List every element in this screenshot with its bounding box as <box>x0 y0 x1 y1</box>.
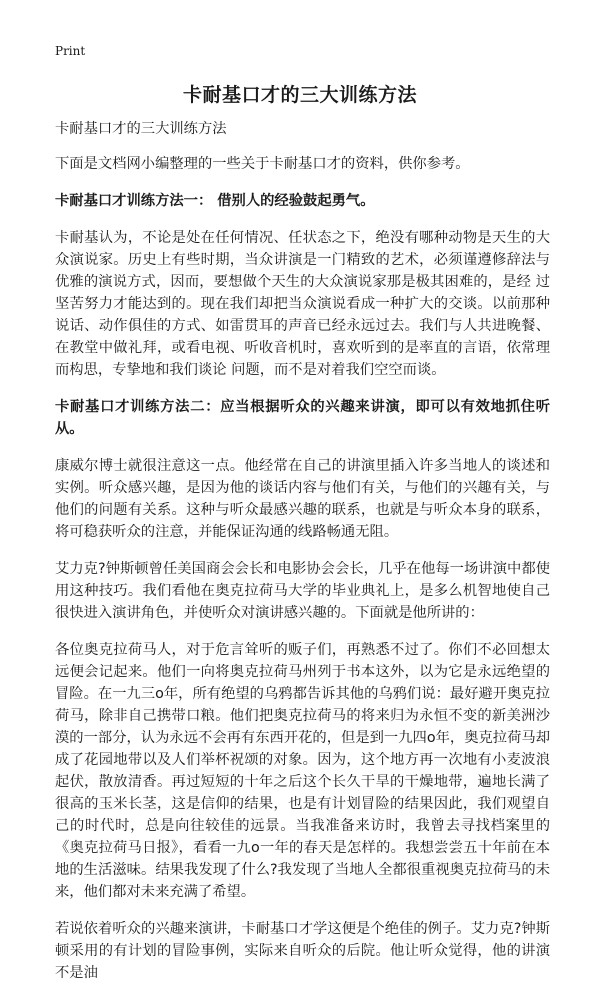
paragraph-2: 康威尔博士就很注意这一点。他经常在自己的讲演里插入许多当地人的谈述和实例。听众感兴趣，是因为他的谈话内容与他们有关，与他们的兴趣有关，与他们的问题有关系。这种与听众最感兴趣的联系，也就是与听众本身的联系，将可稳获听众的注意，并能保证沟通的线路畅通无阻。 <box>55 458 550 540</box>
intro-paragraph: 下面是文档网小编整理的一些关于卡耐基口才的资料，供你参考。 <box>55 156 470 172</box>
paragraph-3: 艾力克?钟斯顿曾任美国商会会长和电影协会会长，几乎在他每一场讲演中都使用这种技巧。我们看他在奥克拉荷马大学的毕业典礼上，是多么机智地使自己很快进入演讲角色，并使听众对演讲感兴趣的。下面就是他所讲的： <box>55 561 550 621</box>
document-body <box>55 118 550 999</box>
print-label: Print <box>55 44 86 58</box>
document-subtitle: 卡耐基口才的三大训练方法 <box>55 121 227 137</box>
section-heading-1: 卡耐基口才训练方法一： 借别人的经验鼓起勇气。 <box>55 193 375 209</box>
document-title: 卡耐基口才的三大训练方法 <box>182 84 417 106</box>
paragraph-1: 卡耐基认为，不论是处在任何情况、任状态之下，绝没有哪种动物是天生的大众演说家。历史上有些时期，当众讲演是一门精致的艺术，必须谨遵修辞法与优雅的演说方式，因而，要想做个天生的大众演说家那是极其困难的，是经 过坚苦努力才能达到的。现在我们却把当众演说看成一种扩大的交谈。以前那种说话、动作俱佳的方式、如雷贯耳的声音已经永远过去。我们与人共进晚餐、在教堂中做礼拜，或看电视、听收音机时，喜欢听到的是率直的言语，依常理而构思，专挚地和我们谈论 问题，而不是对着我们空空而谈。 <box>55 230 550 378</box>
paragraph-5: 若说依着听众的兴趣来演讲，卡耐基口才学这便是个绝佳的例子。艾力克?钟斯顿采用的有计划的冒险事例，实际来自听众的后院。他让听众觉得，他的讲演不是油 <box>55 921 550 981</box>
section-heading-2: 卡耐基口才训练方法二：应当根据听众的兴趣来讲演，即可以有效地抓住听从。 <box>55 399 550 437</box>
paragraph-4: 各位奥克拉荷马人，对于危言耸听的贩子们，再熟悉不过了。你们不必回想太远便会记起来。他们一向将奥克拉荷马州列于书本这外，以为它是永远绝望的冒险。在一九三o年，所有绝望的乌鸦都告诉其他的乌鸦们说：最好避开奥克拉荷马，除非自己携带口粮。他们把奥克拉荷马的将来归为永恒不变的新美洲沙漠的一部分，认为永远不会再有东西开花的，但是到一九四o年，奥克拉荷马却成了花园地带以及人们举杯祝颂的对象。因为，这个地方再一次地有小麦波浪起伏，散放清香。再过短短的十年之后这个长久干旱的干燥地带，遍地长满了很高的玉米长茎，这是信仰的结果，也是有计划冒险的结果因此，我们观望自己的时代时，总是向往较佳的远景。当我准备来访时，我曾去寻找档案里的《奥克拉荷马日报》，看看一九o一年的春天是怎样的。我想尝尝五十年前在本地的生活滋味。结果我发现了什么?我发现了当地人全都很重视奥克拉荷马的未来，他们都对未来充满了希望。 <box>55 642 550 900</box>
